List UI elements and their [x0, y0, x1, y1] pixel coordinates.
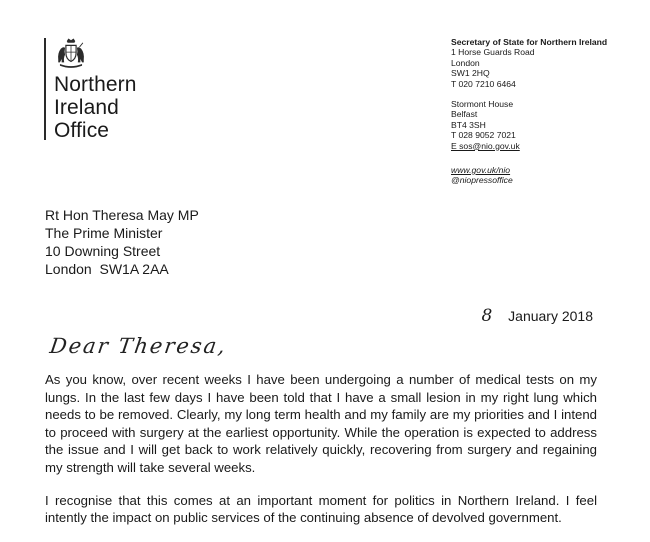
london-address-line: SW1 2HQ: [451, 68, 490, 79]
sender-address-block: [451, 37, 607, 186]
london-phone: T 020 7210 6464: [451, 78, 516, 89]
letter-body: [45, 371, 597, 542]
handwritten-salutation: [40, 330, 250, 370]
recipient-line: The Prime Minister: [45, 225, 163, 241]
department-name-line: Office: [54, 119, 110, 142]
logo-divider: [44, 38, 46, 140]
recipient-line: London SW1A 2AA: [45, 261, 169, 277]
recipient-line: 10 Downing Street: [45, 243, 161, 259]
belfast-address-line: Stormont House: [451, 99, 514, 110]
belfast-address-line: BT4 3SH: [451, 119, 486, 130]
belfast-address-line: Belfast: [451, 109, 478, 120]
recipient-line: Rt Hon Theresa May MP: [45, 207, 199, 223]
letter-date: [481, 306, 593, 326]
recipient-address-block: [45, 206, 199, 278]
department-name-line: Northern: [54, 73, 137, 96]
email-link[interactable]: E sos@nio.gov.uk: [451, 140, 520, 151]
salutation-text: Dear Theresa,: [48, 334, 229, 358]
twitter-handle: @niopressoffice: [451, 175, 513, 186]
website-link[interactable]: www.gov.uk/nio: [451, 165, 511, 176]
royal-coat-of-arms-icon: [54, 36, 88, 70]
body-paragraph: As you know, over recent weeks I have been undergoing a number of medical tests on my lungs. In the last few days I have been told that I have a small lesion in my right lung which needs to be removed. Clearly, my long term health and my family are my priorities and I intend to proceed with surgery at the earliest opportunity. While the operation is expected to address the issue and I will get back to work relatively quickly, recovering from surgery and regaining my strength will take several weeks.: [45, 372, 597, 475]
body-paragraph: I recognise that this comes at an important moment for politics in Northern Ireland. I feel intently the impact on public services of the continuing absence of devolved government.: [45, 492, 597, 526]
letterhead-logo: [44, 36, 154, 142]
date-month-year: January 2018: [508, 308, 593, 324]
sender-title: Secretary of State for Northern Ireland: [451, 37, 608, 47]
belfast-phone: T 028 9052 7021: [451, 130, 516, 141]
date-day-handwritten: 8: [481, 306, 493, 326]
london-address-line: 1 Horse Guards Road: [451, 47, 535, 58]
department-name-line: Ireland: [54, 96, 119, 119]
london-address-line: London: [451, 57, 480, 68]
department-name: [54, 73, 137, 142]
